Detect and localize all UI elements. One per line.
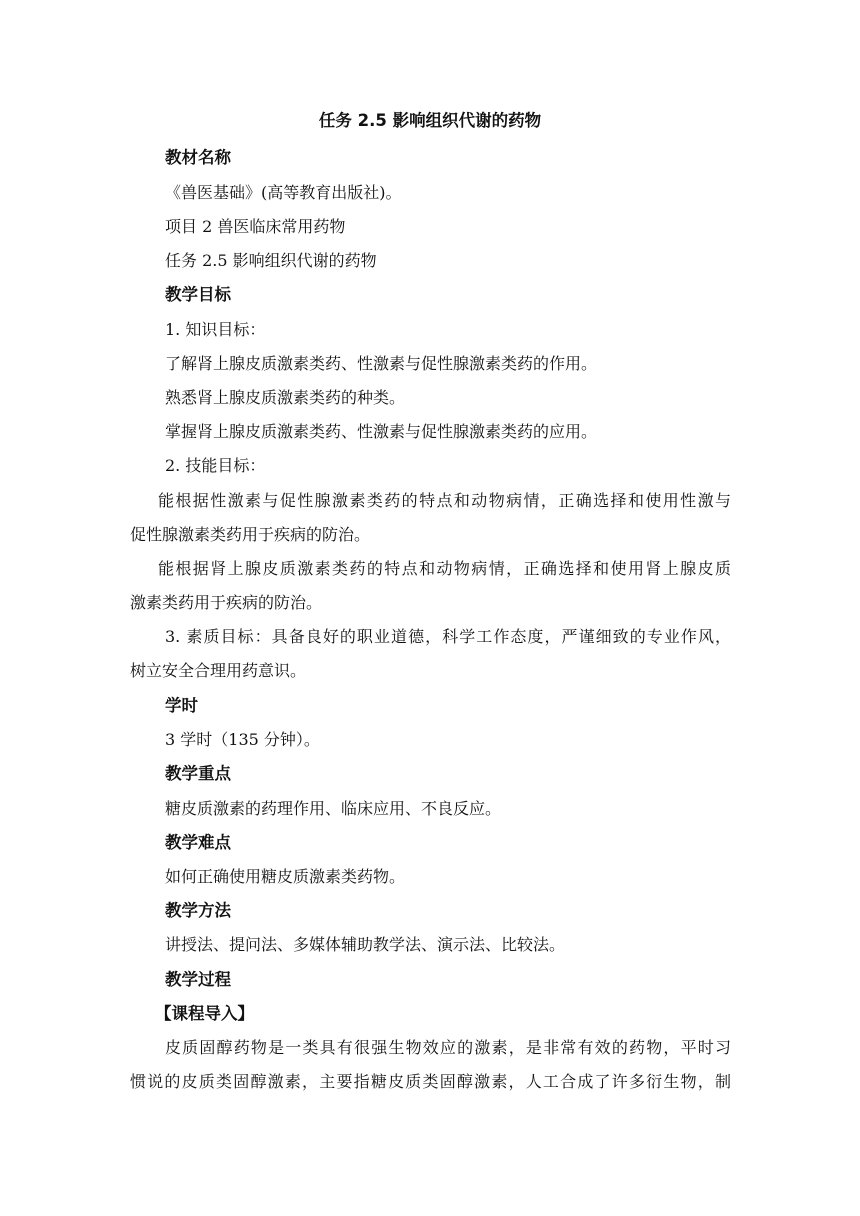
methods-text: 讲授法、提问法、多媒体辅助教学法、演示法、比较法。 (165, 935, 566, 954)
intro-paragraph-line-2: 惯说的皮质类固醇激素，主要指糖皮质类固醇激素，人工合成了许多衍生物，制 (130, 1072, 731, 1091)
heading-hours: 学时 (165, 696, 198, 715)
skill-objective-title: 2. 技能目标： (165, 456, 266, 475)
skill-paragraph-2-line-1: 能根据肾上腺皮质激素类药的特点和动物病情，正确选择和使用肾上腺皮质 (158, 559, 731, 578)
skill-paragraph-2-line-2: 激素类药用于疾病的防治。 (130, 593, 323, 612)
knowledge-item: 掌握肾上腺皮质激素类药、性激素与促性腺激素类药的应用。 (165, 422, 598, 441)
document-title: 任务 2.5 影响组织代谢的药物 (318, 111, 542, 130)
heading-methods: 教学方法 (165, 901, 231, 920)
textbook-line: 任务 2.5 影响组织代谢的药物 (165, 251, 377, 270)
textbook-line: 项目 2 兽医临床常用药物 (165, 217, 346, 236)
knowledge-item: 熟悉肾上腺皮质激素类药的种类。 (165, 388, 406, 407)
heading-key-points: 教学重点 (165, 764, 231, 783)
quality-objective-line-2: 树立安全合理用药意识。 (130, 661, 307, 680)
knowledge-item: 了解肾上腺皮质激素类药、性激素与促性腺激素类药的作用。 (165, 354, 598, 373)
heading-textbook: 教材名称 (165, 148, 231, 167)
heading-difficulties: 教学难点 (165, 833, 231, 852)
heading-objectives: 教学目标 (165, 285, 231, 304)
quality-objective-line-1: 3. 素质目标：具备良好的职业道德，科学工作态度，严谨细致的专业作风， (165, 627, 731, 646)
skill-paragraph-1-line-2: 促性腺激素类药用于疾病的防治。 (130, 525, 371, 544)
heading-process: 教学过程 (165, 970, 231, 989)
subheading-course-intro: 【课程导入】 (155, 1004, 254, 1023)
hours-text: 3 学时（135 分钟）。 (165, 730, 320, 749)
key-points-text: 糖皮质激素的药理作用、临床应用、不良反应。 (165, 799, 502, 818)
knowledge-objective-title: 1. 知识目标： (165, 320, 266, 339)
textbook-line: 《兽医基础》(高等教育出版社)。 (165, 183, 402, 202)
skill-paragraph-1-line-1: 能根据性激素与促性腺激素类药的特点和动物病情，正确选择和使用性激与 (158, 491, 731, 510)
intro-paragraph-line-1: 皮质固醇药物是一类具有很强生物效应的激素，是非常有效的药物，平时习 (165, 1038, 731, 1057)
difficulties-text: 如何正确使用糖皮质激素类药物。 (165, 867, 406, 886)
